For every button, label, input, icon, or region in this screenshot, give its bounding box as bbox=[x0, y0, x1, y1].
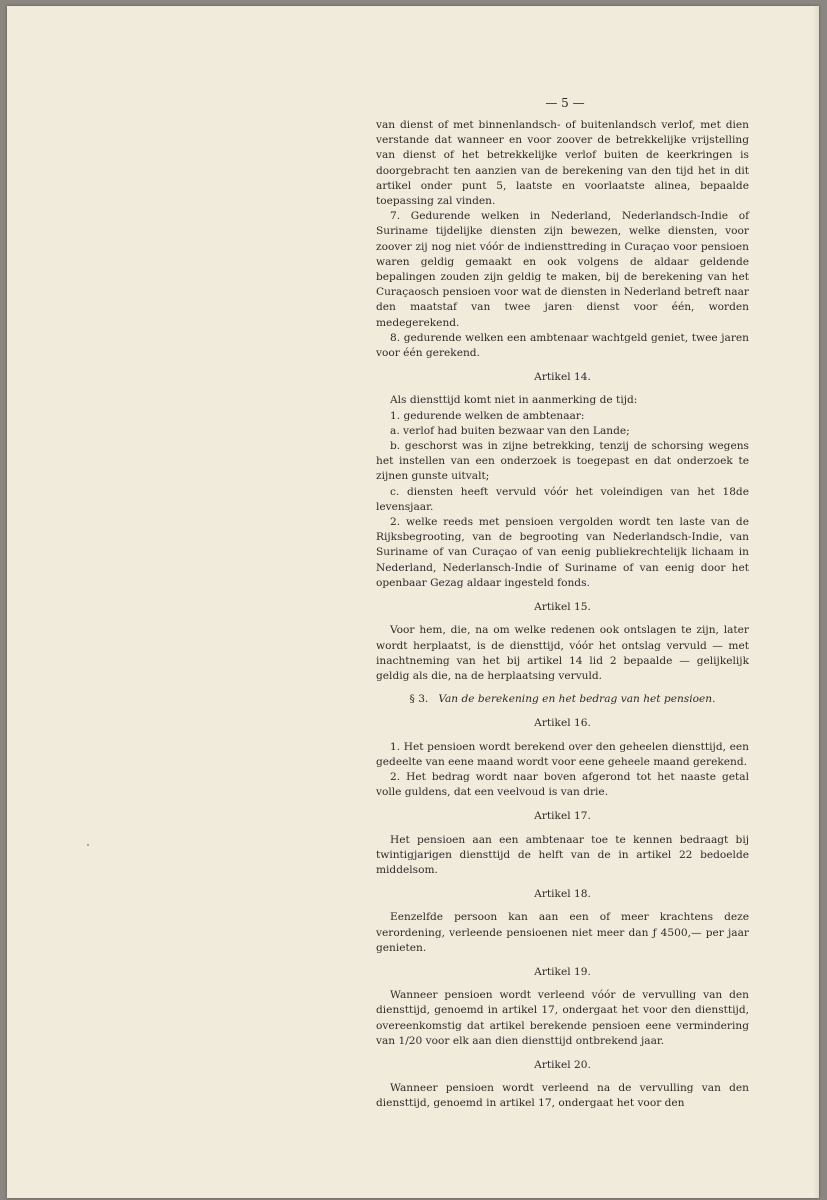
article-15-text: Voor hem, die, na om welke redenen ook ontslagen te zijn, later wordt herplaatst, is de diensttijd, vóór het ontslag vervuld — met inachtneming van het bij artikel 14 lid 2 bepaalde — gelijkelijk geldig als die, na de herplaatsing vervuld. bbox=[376, 624, 749, 682]
article-14-item-1: 1. gedurende welken de ambtenaar: bbox=[390, 409, 585, 422]
article-14-item-b: b. geschorst was in zijne betrekking, tenzij de schorsing wegens het instellen van een onderzoek is toegepast en dat onderzoek te zijnen gunste uitvalt; bbox=[376, 440, 749, 483]
document-page bbox=[7, 6, 819, 1198]
article-18-heading: Artikel 18. bbox=[534, 888, 591, 901]
article-14-item-a: a. verlof had buiten bezwaar van den Lande; bbox=[390, 424, 630, 437]
article-14-item-c: c. diensten heeft vervuld vóór het voleindigen van het 18de levensjaar. bbox=[376, 485, 749, 513]
section-number: § 3. bbox=[409, 693, 429, 706]
article-14-heading: Artikel 14. bbox=[534, 371, 591, 384]
article-20-heading: Artikel 20. bbox=[534, 1058, 591, 1071]
paragraph-item-7: 7. Gedurende welken in Nederland, Nederlandsch-Indie of Suriname tijdelijke diensten zijn bewezen, welke diensten, voor zoover zij nog niet vóór de indiensttreding in Curaçao voor pensioen waren geldig gemaakt en ook volgens de aldaar geldende bepalingen zouden zijn geldig te maken, bij de berekening van het Curaçaosch pensioen voor wat de diensten in Nederland betreft naar den maatstaf van twee jaren dienst voor één, worden medegerekend. bbox=[376, 210, 749, 329]
paragraph-item-8: 8. gedurende welken een ambtenaar wachtgeld geniet, twee jaren voor één gerekend. bbox=[376, 331, 749, 360]
article-14-intro: Als diensttijd komt niet in aanmerking de tijd: bbox=[390, 394, 638, 407]
article-18-text: Eenzelfde persoon kan aan een of meer krachtens deze verordening, verleende pensioenen niet meer dan ƒ 4500,— per jaar genieten. bbox=[376, 911, 749, 954]
paper-speck bbox=[87, 844, 89, 846]
main-text-column bbox=[376, 118, 749, 1112]
article-16-item-1: 1. Het pensioen wordt berekend over den geheelen diensttijd, een gedeelte van eene maand wordt voor eene geheele maand gerekend. bbox=[376, 740, 749, 768]
article-19-heading: Artikel 19. bbox=[534, 965, 591, 978]
article-20-text: Wanneer pensioen wordt verleend na de vervulling van den diensttijd, genoemd in artikel 17, ondergaat het voor den bbox=[376, 1082, 749, 1110]
article-14-item-2: 2. welke reeds met pensioen vergolden wordt ten laste van de Rijksbegrooting, van de begrooting van Nederlandsch-Indie, van Suriname of van Curaçao of van eenig publiekrechtelijk lichaam in Nederland, Nederlansch-Indie of Suriname of van eenig door het openbaar Gezag aldaar ingesteld fonds. bbox=[376, 516, 749, 589]
section-3-heading bbox=[376, 692, 749, 707]
page-number: — 5 — bbox=[545, 96, 585, 110]
article-16-item-2: 2. Het bedrag wordt naar boven afgerond tot het naaste getal volle guldens, dat een veelvoud is van drie. bbox=[376, 770, 749, 799]
article-17-heading: Artikel 17. bbox=[534, 810, 591, 823]
article-15-heading: Artikel 15. bbox=[534, 601, 591, 614]
article-19-text: Wanneer pensioen wordt verleend vóór de vervulling van den diensttijd, genoemd in artikel 17, ondergaat het voor den diensttijd, overeenkomstig dat artikel berekende pensioen eene vermindering van 1/20 voor elk aan dien diensttijd ontbrekend jaar. bbox=[376, 989, 749, 1047]
page-edge-shadow bbox=[813, 6, 819, 1198]
article-16-heading: Artikel 16. bbox=[534, 717, 591, 730]
paragraph-continuation: van dienst of met binnenlandsch- of buitenlandsch verlof, met dien verstande dat wanneer en voor zoover de betrekkelijke vrijstelling van dienst of het betrekkelijke verlof buiten de keerkringen is doorgebracht ten aanzien van de berekening van den tijd het in dit artikel onder punt 5, laatste en voorlaatste alinea, bepaalde toepassing zal vinden. bbox=[376, 119, 749, 208]
article-17-text: Het pensioen aan een ambtenaar toe te kennen bedraagt bij twintigjarigen diensttijd de helft van de in artikel 22 bedoelde middelsom. bbox=[376, 833, 749, 876]
section-title: Van de berekening en het bedrag van het pensioen. bbox=[438, 693, 716, 706]
